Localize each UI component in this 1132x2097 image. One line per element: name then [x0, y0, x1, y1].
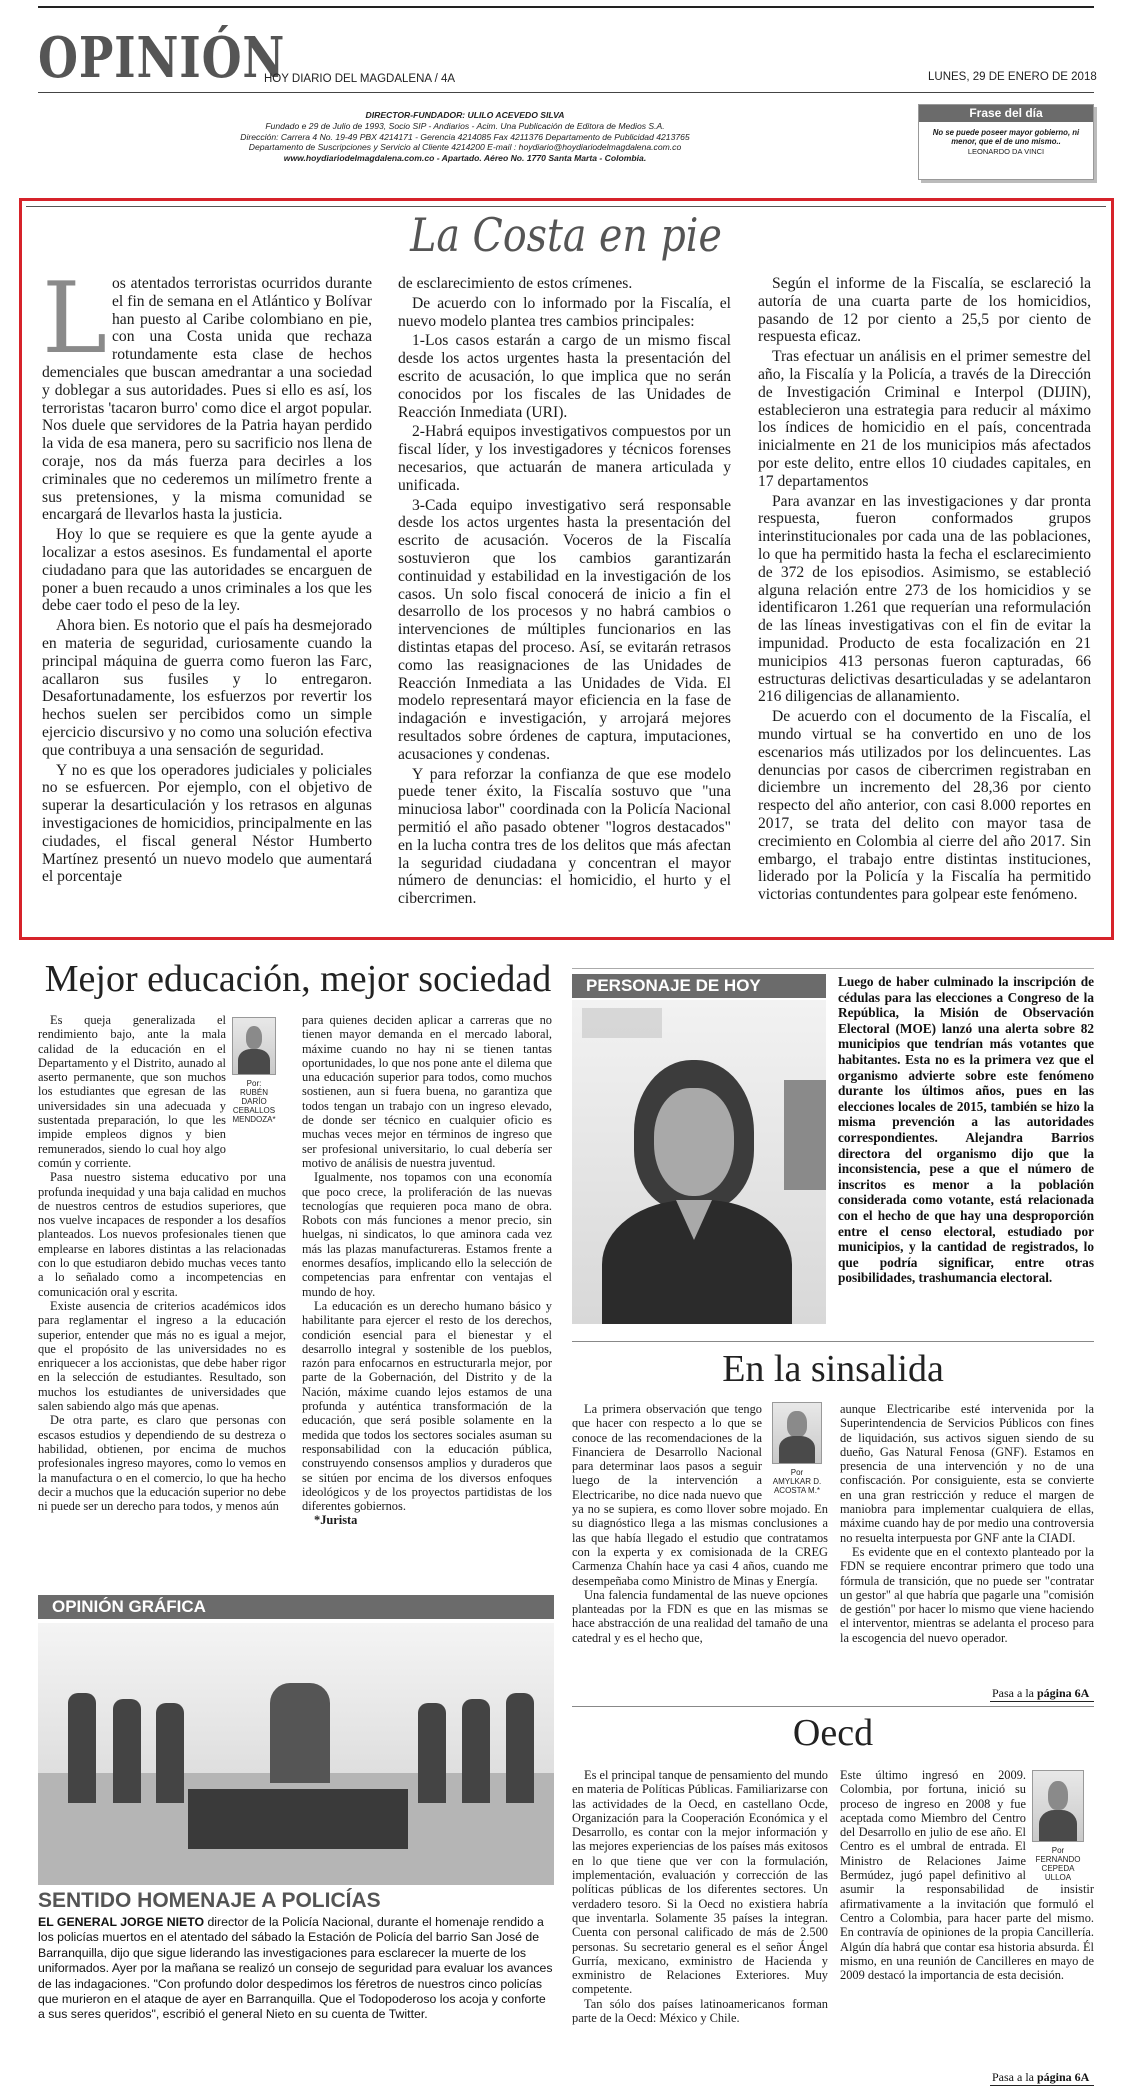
continued-page: página 6A: [1036, 1686, 1090, 1700]
paragraph: De acuerdo con el documento de la Fiscalía, el mundo virtual se ha convertido en uno de los escenarios más utilizados por los delincuentes. Las denuncias por casos de cibercrimen registraban en diciembre un incremento del 28,36 por ciento respecto del año anterior, con casi 8.000 reportes en 2017, se trata del delito con mayor tasa de crecimiento en Colombia al cierre del año 2017. Sin embargo, el trabajo entre distintas instituciones, liderado por la Policía y la Fiscalía ha permitido victorias contundentes para golpear este fenómeno.: [758, 708, 1091, 904]
frase-text: No se puede poseer mayor gobierno, ni menor, que el de uno mismo..: [932, 128, 1080, 147]
paragraph: De otra parte, es claro que personas con escasos estudios y dependiendo de su destreza o habilidad, obtienen, por encima de muchos profesionales ingreso mayores, como lo vemos en la manufactura o en el comercio, lo que ha hecho decir a muchos que la educación superior no debe ni puede ser un derecho para todos, y menos aún: [38, 1413, 286, 1514]
info-line: Fundado e 29 de Julio de 1993, Socio SIP - Andiarios - Acim. Una Publicación de Editora de Medios S.A.: [265, 120, 665, 131]
continued-link[interactable]: [992, 2070, 1089, 2085]
frase-author: LEONARDO DA VINCI: [967, 147, 1045, 157]
publication-name: HOY DIARIO DEL MAGDALENA / 4A: [264, 73, 456, 85]
paragraph: Este último ingresó en 2009. Colombia, por fortuna, inició su proceso de ingreso en 2008 y fue aceptada como Miembro del Centro del Desarrollo en julio de ese año. El Centro es el umbral de entrada. El Ministro de Relaciones Jaime Bermúdez, jugó papel definitivo al asumir la responsabilidad de insistir afirmativamente a la invitación que formuló el Centro a Colombia, para hacer parte del mismo. En contravía de opiniones de la propia Cancillería. Algún día habrá que contar esa historia absurda. Él mismo, en una reunión de Cancilleres en mayo de 2009 destacó la importancia de esta decisión.: [840, 1768, 1094, 1983]
grafica-headline: SENTIDO HOMENAJE A POLICÍAS: [38, 1889, 381, 1912]
info-line: Dirección: Carrera 4 No. 19-49 PBX 4214171 - Gerencia 4214085 Fax 4211376 Departamento de Publicidad 4213765: [240, 131, 690, 142]
paragraph: para quienes deciden aplicar a carreras que no tienen mayor demanda en el mercado laboral, máxime cuando no hay ni se tienen tantas oportunidades, lo que nos pone ante el dilema que una educación superior para todos, como muchos sostienen, aun si fuera buena, no garantiza que todos tengan un trabajo con un ingreso elevado, de donde ser técnico en cualquier oficio es muchas veces mejor en términos de ingreso que ser profesional universitario, lo cual debería ser motivo de análisis de nuestra juventud.: [302, 1013, 552, 1170]
continued-page: página 6A: [1036, 2070, 1090, 2084]
frase-del-dia-box: [918, 104, 1094, 180]
frase-title: Frase del día: [919, 105, 1093, 122]
mejor-col-1: [38, 1013, 286, 1513]
byline-line: MENDOZA*: [232, 1115, 276, 1124]
personaje-photo: [572, 1000, 826, 1324]
info-line: www.hoydiariodelmagdalena.com.co - Apartado. Aéreo No. 1770 Santa Marta - Colombia.: [283, 153, 647, 164]
continued-link[interactable]: [992, 1686, 1089, 1701]
oecd-col-1: [572, 1768, 828, 2025]
editorial-col-3: [758, 275, 1091, 906]
footnote: *Jurista: [314, 1513, 358, 1528]
info-line: Departamento de Suscripciones y Servicio al Cliente 4214200 E-mail : hoydiario@hoydiariodelmagdalena.com.co: [248, 142, 682, 153]
paragraph: 2-Habrá equipos investigativos compuestos por un fiscal líder, y los investigadores y técnicos forenses necesarios, que actuarán de manera articulada y unificada.: [398, 423, 731, 494]
paragraph: os atentados terroristas ocurridos durante el fin de semana en el Atlántico y Bolívar han puesto al Caribe colombiano en pie, con una Costa unida que rechaza rotundamente esta clase de hechos demenciales que buscan amedrantar a una sociedad y doblegar a sus autoridades. Pues si ello es así, los terroristas 'tacaron burro' como dice el argot popular. Nos duele que servidores de la Patria hayan perdido la vida de esa manera, pero su sacrificio nos llena de coraje, nos da más fuerza para decirles a los criminales que no cederemos un milímetro frente a sus pretensiones, y la misma comunidad se encargará de llevarlos hasta la justicia.: [42, 275, 372, 524]
oecd-col-2: [840, 1768, 1094, 1982]
paragraph: 1-Los casos estarán a cargo de un mismo fiscal desde los actos urgentes hasta la presentación del escrito de acusación, lo que implica que no serán conocidos por los fiscales de las Unidades de Reacción Inmediata (URI).: [398, 332, 731, 421]
mejor-col-2: [302, 1013, 552, 1528]
continued-label: Pasa a la: [992, 2070, 1034, 2084]
oecd-title: Oecd: [792, 1712, 874, 1754]
sinsalida-col-2: [840, 1402, 1094, 1645]
editorial-col-1: [42, 262, 372, 888]
paragraph: De acuerdo con lo informado por la Fiscalía, el nuevo modelo plantea tres cambios principales:: [398, 294, 731, 330]
paragraph: Hoy lo que se requiere es que la gente ayude a localizar a estos asesinos. Es fundamental el aporte ciudadano para que las autoridades se encarguen de poner a buen recaudo a unos criminales a los que les debe caer todo el peso de la ley.: [42, 526, 372, 615]
section-title: OPINIÓN: [38, 25, 286, 91]
continued-rule: [990, 1701, 1094, 1702]
director-line: DIRECTOR-FUNDADOR: ULILO ACEVEDO SILVA: [365, 110, 565, 120]
paragraph: Ahora bien. Es notorio que el país ha desmejorado en materia de seguridad, curiosamente cuando la principal máquina de guerra como fueron las Farc, acallaron sus fusiles y lo entregaron. Desafortunadamente, los esfuerzos por revertir los hechos suelen ser percibidos como un simple ejercicio discursivo y no como una solución efectiva que contribuya a una sensación de seguridad.: [42, 617, 372, 759]
paragraph: Tras efectuar un análisis en el primer semestre del año, la Fiscalía y la Policía, a través de la Dirección de Investigación Criminal e Interpol (DIJIN), establecieron una estrategia para reducir al máximo los índices de homicidio en el país, concentrada inicialmente en 21 de los municipios más afectados por este delito, entre ellos 10 ciudades capitales, en 17 departamentos: [758, 348, 1091, 490]
paragraph: La educación es un derecho humano básico y habilitante para ejercer el resto de los derechos, condición esencial para el bienestar y el desarrollo integral y sostenible de los pueblos, razón para enfocarnos en estructurarla mejor, por parte de la Gobernación, del Distrito y de la Nación, máxime cuando lejos estamos de una profunda y auténtica transformación de la educación, que será posible solamente en la medida que todos los sectores sociales asuman su responsabilidad con la educación pública, construyendo consensos amplios y duraderos que se sitúen por encima de los diversos enfoques ideológicos y de los proyectos partidistas de los diferentes gobiernos.: [302, 1298, 552, 1514]
byline-line: RUBÉN: [239, 1088, 268, 1097]
caption-text: director de la Policía Nacional, durante el homenaje rendido a los policías muertos en el atentado del sábado la Estación de Policía del barrio San José de Barranquilla, dijo que sigue liderando las investigaciones para esclarecer la muerte de los uniformados. Ayer por la mañana se realizó un consejo de seguridad para evaluar los avances de las indagaciones. "Con profundo dolor despedimos los féretros de nuestros cinco policías que murieron en el ataque de ayer en Barranquilla. Que el Todopoderoso los acoja y conforte a sus seres queridos", escribió el general Nieto en su cuenta de Twitter.: [38, 1915, 553, 2022]
byline-line: FERNANDO: [1035, 1855, 1081, 1864]
byline-line: ACOSTA M.*: [773, 1486, 821, 1495]
personaje-label: PERSONAJE DE HOY: [572, 974, 826, 998]
editorial-col-2: [398, 275, 731, 910]
top-rule: [38, 6, 1094, 8]
sinsalida-col-1: [572, 1402, 828, 1645]
byline-line: AMYLKAR D.: [772, 1477, 822, 1486]
paragraph: Es queja generalizada el rendimiento bajo, ante la mala calidad de la educación en el Departamento y el Distrito, aunado al aserto permanente, que son muchos los estudiantes que egresan de las universidades sin una adecuada y sustentada preparación, lo que les impide empleos dignos y bien remunerados, siendo lo cual hoy algo común y corriente.: [38, 1013, 226, 1170]
photo-spacer: [762, 1402, 828, 1498]
paragraph: aunque Electricaribe esté intervenida por la Superintendencia de Servicios Públicos con fines de liquidación, sus activos siguen siendo de su dueño, Gas Natural Fenosa (GNF). Estamos en presencia de una intervención y no de una confiscación. Por consiguiente, esta se convierte en una gran restricción y reduce el margen de maniobra para implementar cualquiera de ellas, máxime cuando hay de por medio una controversia no resuelta interpuesta por GNF ante la CIADI.: [840, 1402, 1094, 1545]
mejor-title: Mejor educación, mejor sociedad: [44, 958, 552, 1000]
paragraph: Para avanzar en las investigaciones y dar pronta respuesta, fueron conformados grupos interinstitucionales por cada una de las poblaciones, lo que ha permitido hasta la fecha el esclarecimiento de 372 de los episodios. Asimismo, se estableció alguna relación entre 273 de los homicidios y se identificaron 1.261 que requerían una reformulación de las líneas investigativas con el fin de evitar la impunidad. Producto de esta focalización en 21 municipios 413 personas fueron capturadas, 66 estructuras delictivas desarticuladas y se adelantaron 216 diligencias de allanamiento.: [758, 492, 1091, 706]
byline-line: CEBALLOS: [232, 1106, 276, 1115]
byline-line: Por: [1051, 1846, 1065, 1855]
paragraph: Pasa nuestro sistema educativo por una profunda inequidad y una baja calidad en muchos de nuestros centros de estudios superiores, que nos vuelve incapaces de responder a los desafíos planteados. Los nuevos profesionales tienen que emplearse en labores distintas a las relacionadas con lo que estudiaron debido muchas veces tanto a lo señalado como a incompetencias en comunicación oral y escrita.: [38, 1170, 286, 1299]
issue-date: LUNES, 29 DE ENERO DE 2018: [928, 71, 1097, 83]
byline-line: ULLOA: [1044, 1873, 1072, 1882]
grafica-caption: [38, 1915, 554, 2023]
divider: [572, 1341, 1094, 1342]
editorial-title: La Costa en pie: [410, 208, 722, 262]
continued-rule: [990, 2085, 1094, 2086]
grafica-photo: [38, 1623, 554, 1885]
photo-spacer: [1026, 1768, 1094, 1870]
paragraph: de esclarecimiento de estos crímenes.: [398, 275, 633, 292]
byline-line: DARÍO: [241, 1097, 267, 1106]
paragraph: Existe ausencia de criterios académicos idos para reglamentar el ingreso a la educación superior, entender que más no es igual a mejor, que el propósito de las universidades no es enriquecer a los accionistas, que debe haber rigor en la selección de estudiantes. Resultado, son muchos los estudiantes de universidades que salen sabiendo algo más que apenas.: [38, 1298, 286, 1414]
paragraph: Según el informe de la Fiscalía, se esclareció la autoría de una cuarta parte de los homicidios, pasando de 12 por ciento a 25,5 por ciento de respuesta eficaz.: [758, 275, 1091, 346]
paragraph: Y no es que los operadores judiciales y policiales no se esfuercen. Por ejemplo, con el objetivo de superar la desarticulación y los retrasos en algunas investigaciones de homicidios, principalmente en las ciudades, el fiscal general Néstor Humberto Martínez presentó un nuevo modelo que aumentará el porcentaje: [42, 761, 372, 886]
masthead-rule: [38, 92, 1094, 93]
dropcap: L: [42, 262, 108, 376]
paragraph: La primera observación que tengo que hacer con respecto a lo que se conoce de las recomendaciones de la Financiera de Desarrollo Nacional para determinar laos pasos a seguir luego de la intervención a Electricaribe, no dice nada nuevo que ya no se supiera, es como llover sobre mojado. En su diagnóstico llega a las mismas conclusiones a las que había llegado el estudio que contratamos con la experta y ex comisionada de la CREG Carmenza Chahín hace ya casi 4 años, cuando me desempeñaba como Ministro de Minas y Energía.: [572, 1402, 828, 1588]
photo-spacer: [226, 1013, 286, 1143]
sinsalida-title: En la sinsalida: [722, 1348, 944, 1390]
paragraph: Igualmente, nos topamos con una economía que poco crece, la proliferación de las nuevas tecnologías que requieren poca mano de obra. Robots con más funciones a menor precio, sin huelgas, ni sindicatos, lo que aminora cada vez más las plazas manufactureras. Estamos frente a enormes desafíos, implicando ello la selección de competencias para enfrentar con ventajas el mundo de hoy.: [302, 1170, 552, 1299]
byline-line: CEPEDA: [1041, 1864, 1075, 1873]
paragraph: 3-Cada equipo investigativo será responsable desde los actos urgentes hasta la presentación del escrito de acusación. Voceros de la Fiscalía sostuvieron que los cambios garantizarán continuidad y estabilidad en la investigación de los casos. Un solo fiscal conocerá de inicio a fin el desarrollo de los procesos y no habrá cambios o intervenciones de múltiples funcionarios en las distintas etapas del proceso. Así, se evitarán retrasos como las reasignaciones de las Unidades de Reacción Inmediata a las Unidades de Vida. El modelo representará mayor eficiencia en la fase de indagación e investigación, y arrojará mejores resultados sobre órdenes de captura, imputaciones, acusaciones y condenas.: [398, 496, 731, 763]
paragraph: Una falencia fundamental de las nueve opciones planteadas por la FDN es que en las mismas se hace abstracción de una realidad del tamaño de una catedral y es el hecho que,: [572, 1587, 828, 1645]
divider: [572, 1706, 1094, 1707]
personaje-text: Luego de haber culminado la inscripción de cédulas para las elecciones a Congreso de la República, la Misión de Observación Electoral (MOE) lanzó una alerta sobre 82 municipios que tendrían más votantes que habitantes. Esta no es la primera vez que el organismo advierte sobre este fenómeno durante los últimos años, pues en las elecciones locales de 2015, también se hizo la misma prevención a las autoridades correspondientes. Alejandra Barrios directora del organismo dijo que la inconsistencia, pese a que el número de inscritos es menor a la población considerada como votante, está relacionada con el hecho de que hay una desproporción entre el censo electoral, estudiado por municipios, y la cantidad de registrados, lo que podría significar, entre otras posibilidades, trashumancia electoral.: [838, 974, 1094, 1286]
masthead-info: [150, 110, 780, 164]
caption-lead: EL GENERAL JORGE NIETO: [38, 1915, 205, 1929]
byline-line: Por:: [246, 1079, 262, 1088]
paragraph: Es evidente que en el contexto planteado por la FDN se requiere encontrar primero que todo una fórmula de transición, que no puede ser "contratar un gestor" al que habría que pagarle una "comisión de gestión" por hacer lo mismo que viene haciendo el interventor, mientras se adelanta el proceso para la escogencia del nuevo operador.: [840, 1544, 1094, 1645]
paragraph: Y para reforzar la confianza de que ese modelo puede tener éxito, la Fiscalía sostuvo que "una minuciosa labor" coordinada con la Policía Nacional permitió el año pasado obtener "logros destacados" en la lucha contra tres de los delitos que más afectan la seguridad ciudadana y concentran el mayor número de denuncias: el homicidio, el hurto y el cibercrimen.: [398, 765, 731, 908]
grafica-label: OPINIÓN GRÁFICA: [38, 1595, 554, 1619]
paragraph: Es el principal tanque de pensamiento del mundo en materia de Políticas Públicas. Familiarizarse con las actividades de la Oecd, en castellano Ocde, Organización para la Cooperación Económica y el Desarrollo, es contar con la mejor información y las mejores experiencias de los países más exitosos en lo que tiene que ver con la formulación, implementación, evaluación y corrección de las políticas públicas de los diferentes sectores. Un verdadero tesoro. Si la Oecd no existiera habría que inventarla. Solamente 35 países la integran. Cuenta con personal calificado de más de 2.500 personas. Su secretario general es el señor Ángel Gurría, mexicano, exministro de Hacienda y exministro de Relaciones Exteriores. Muy competente.: [572, 1768, 828, 1997]
continued-label: Pasa a la: [992, 1686, 1034, 1700]
byline-line: Por: [790, 1468, 804, 1477]
paragraph: Tan sólo dos países latinoamericanos forman parte de la Oecd: México y Chile.: [572, 1996, 828, 2026]
